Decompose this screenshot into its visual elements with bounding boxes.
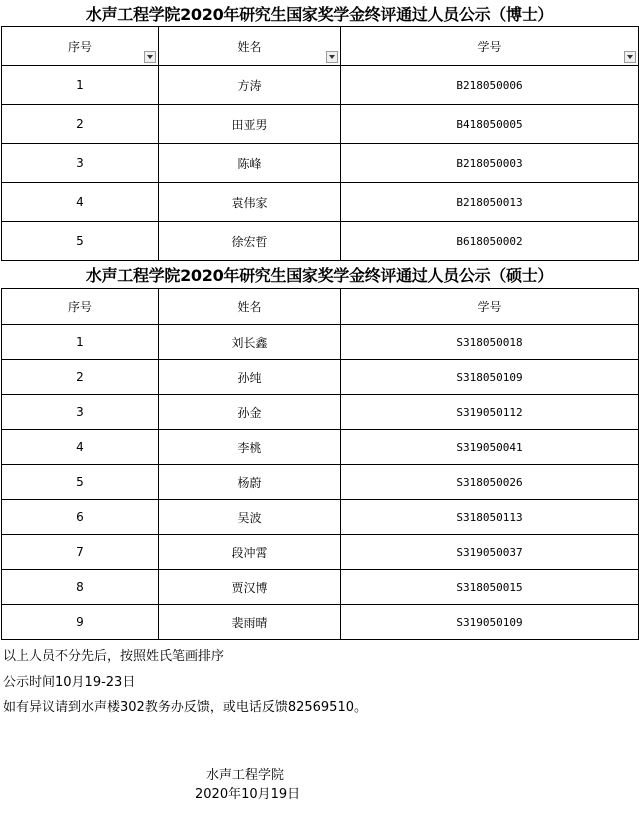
row-name: 陈峰 [159,144,341,183]
header-name: 姓名 [159,289,341,325]
note-order: 以上人员不分先后，按照姓氏笔画排序 [3,649,225,664]
doctorate-title: 水声工程学院2020年研究生国家奖学金终评通过人员公示（博士） [85,5,554,24]
header-student-id: 学号 [341,289,639,325]
filter-dropdown-icon[interactable] [624,51,636,63]
row-name: 段冲霄 [159,535,341,570]
row-student-id: B218050006 [341,66,639,105]
header-index-label: 序号 [67,39,92,54]
row-student-id: S318050026 [341,465,639,500]
table-row [2,144,639,183]
row-index: 4 [2,183,159,222]
row-name: 袁伟家 [159,183,341,222]
row-name: 贾汉博 [159,570,341,605]
table-row [2,105,639,144]
row-index: 5 [2,465,159,500]
table-row [2,66,639,105]
table-row [2,535,639,570]
row-student-id: B618050002 [341,222,639,261]
row-index: 1 [2,66,159,105]
row-index: 4 [2,430,159,465]
row-index: 3 [2,144,159,183]
masters-title: 水声工程学院2020年研究生国家奖学金终评通过人员公示（硕士） [85,266,554,285]
row-index: 8 [2,570,159,605]
row-name: 吴波 [159,500,341,535]
row-index: 9 [2,605,159,640]
row-index: 2 [2,105,159,144]
header-name-label: 姓名 [237,39,262,54]
row-student-id: B218050013 [341,183,639,222]
row-index: 1 [2,325,159,360]
row-student-id: S319050112 [341,395,639,430]
row-name: 刘长鑫 [159,325,341,360]
row-student-id: S319050037 [341,535,639,570]
table-row [2,500,639,535]
table-row [2,325,639,360]
filter-dropdown-icon[interactable] [326,51,338,63]
note-contact: 如有异议请到水声楼302教务办反馈，或电话反馈82569510。 [3,700,367,715]
row-student-id: B218050003 [341,144,639,183]
table-row [2,605,639,640]
signature-date: 2020年10月19日 [195,787,301,802]
row-name: 徐宏哲 [159,222,341,261]
table-row [2,395,639,430]
row-name: 孙纯 [159,360,341,395]
row-student-id: S318050015 [341,570,639,605]
row-student-id: S319050109 [341,605,639,640]
row-student-id: S318050109 [341,360,639,395]
table-row [2,430,639,465]
row-name: 裴雨晴 [159,605,341,640]
row-name: 李桃 [159,430,341,465]
row-student-id: S318050018 [341,325,639,360]
doctorate-table [1,26,639,261]
row-student-id: B418050005 [341,105,639,144]
doctorate-header-row [2,27,639,66]
table-row [2,570,639,605]
table-row [2,360,639,395]
table-row [2,465,639,500]
table-row [2,222,639,261]
row-student-id: S319050041 [341,430,639,465]
header-name [159,27,341,66]
row-index: 2 [2,360,159,395]
table-row [2,183,639,222]
note-period: 公示时间10月19-23日 [3,675,136,690]
header-index [2,27,159,66]
row-index: 3 [2,395,159,430]
row-name: 孙金 [159,395,341,430]
header-index: 序号 [2,289,159,325]
masters-header-row [2,289,639,325]
signature-org: 水声工程学院 [206,768,285,783]
row-name: 杨蔚 [159,465,341,500]
masters-table [1,288,639,640]
row-index: 7 [2,535,159,570]
row-student-id: S318050113 [341,500,639,535]
header-student-id [341,27,639,66]
header-student-id-label: 学号 [477,39,502,54]
row-index: 5 [2,222,159,261]
row-name: 方涛 [159,66,341,105]
row-index: 6 [2,500,159,535]
filter-dropdown-icon[interactable] [144,51,156,63]
row-name: 田亚男 [159,105,341,144]
